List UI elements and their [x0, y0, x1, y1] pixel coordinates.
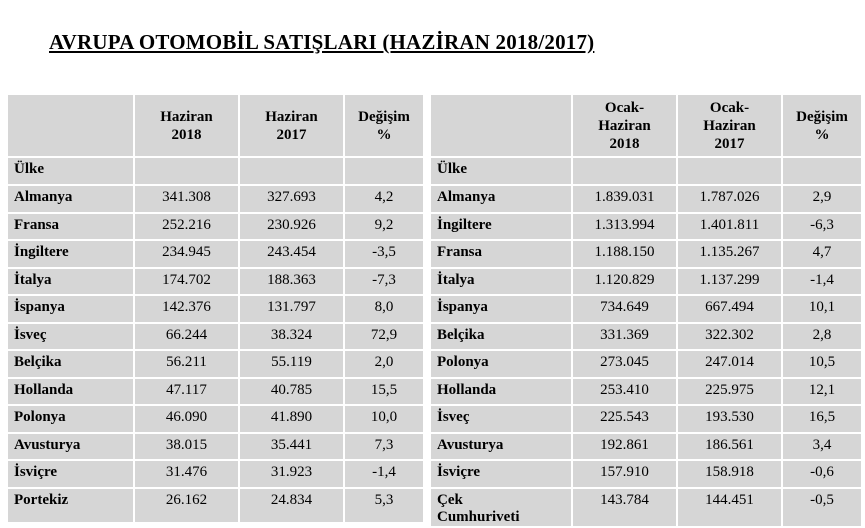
sales-current: 1.120.829	[573, 269, 676, 295]
country-name: İngiltere	[431, 214, 571, 240]
sales-previous: 667.494	[678, 296, 781, 322]
sales-previous: 188.363	[240, 269, 343, 295]
sales-current: 192.861	[573, 434, 676, 460]
table-row	[431, 406, 861, 432]
sales-previous: 327.693	[240, 186, 343, 212]
sales-current: 273.045	[573, 351, 676, 377]
sales-current: 234.945	[135, 241, 238, 267]
change-percent: 2,8	[783, 324, 861, 350]
sales-previous: 322.302	[678, 324, 781, 350]
change-percent: 10,5	[783, 351, 861, 377]
column-header: Değişim %	[345, 95, 423, 156]
column-header: Ocak- Haziran 2018	[573, 95, 676, 156]
table-row	[8, 489, 423, 522]
sales-previous: 144.451	[678, 489, 781, 526]
table-row	[431, 214, 861, 240]
sales-current: 46.090	[135, 406, 238, 432]
sales-previous: 31.923	[240, 461, 343, 487]
country-name: İsveç	[431, 406, 571, 432]
country-name: İngiltere	[8, 241, 133, 267]
table-row	[8, 434, 423, 460]
empty-cell	[345, 158, 423, 184]
sales-current: 174.702	[135, 269, 238, 295]
table-row	[8, 461, 423, 487]
country-name: Hollanda	[8, 379, 133, 405]
country-name: Fransa	[8, 214, 133, 240]
table-row	[431, 269, 861, 295]
sales-previous: 247.014	[678, 351, 781, 377]
sales-previous: 40.785	[240, 379, 343, 405]
table-row	[431, 379, 861, 405]
column-header: Değişim %	[783, 95, 861, 156]
country-name: İsviçre	[431, 461, 571, 487]
table-row	[431, 461, 861, 487]
country-name: Polonya	[8, 406, 133, 432]
table-row	[431, 296, 861, 322]
change-percent: 4,2	[345, 186, 423, 212]
sales-previous: 55.119	[240, 351, 343, 377]
country-name: Belçika	[8, 351, 133, 377]
sales-current: 1.839.031	[573, 186, 676, 212]
table-year-to-date	[429, 93, 863, 528]
change-percent: 15,5	[345, 379, 423, 405]
change-percent: 5,3	[345, 489, 423, 522]
change-percent: 4,7	[783, 241, 861, 267]
change-percent: 7,3	[345, 434, 423, 460]
sales-current: 252.216	[135, 214, 238, 240]
change-percent: 2,9	[783, 186, 861, 212]
change-percent: -0,5	[783, 489, 861, 526]
sales-previous: 1.135.267	[678, 241, 781, 267]
sales-current: 26.162	[135, 489, 238, 522]
sales-previous: 35.441	[240, 434, 343, 460]
country-name: İsveç	[8, 324, 133, 350]
sales-previous: 243.454	[240, 241, 343, 267]
table-row	[8, 214, 423, 240]
change-percent: 16,5	[783, 406, 861, 432]
sales-current: 47.117	[135, 379, 238, 405]
header-blank-cell	[8, 95, 133, 156]
sales-current: 157.910	[573, 461, 676, 487]
sales-previous: 225.975	[678, 379, 781, 405]
country-name: Avusturya	[431, 434, 571, 460]
sales-previous: 1.787.026	[678, 186, 781, 212]
sales-previous: 24.834	[240, 489, 343, 522]
table-row	[8, 379, 423, 405]
country-name: Fransa	[431, 241, 571, 267]
table-row	[8, 241, 423, 267]
empty-cell	[783, 158, 861, 184]
sales-current: 56.211	[135, 351, 238, 377]
sales-current: 331.369	[573, 324, 676, 350]
header-row	[431, 95, 861, 156]
page-title: AVRUPA OTOMOBİL SATIŞLARI (HAZİRAN 2018/2017)	[49, 30, 595, 54]
country-name: İspanya	[431, 296, 571, 322]
column-header: Haziran 2018	[135, 95, 238, 156]
table-row	[431, 324, 861, 350]
country-name: Hollanda	[431, 379, 571, 405]
header-blank-cell	[431, 95, 571, 156]
table-monthly	[6, 93, 425, 524]
sales-previous: 38.324	[240, 324, 343, 350]
table-row	[8, 269, 423, 295]
change-percent: 10,1	[783, 296, 861, 322]
change-percent: 8,0	[345, 296, 423, 322]
change-percent: 9,2	[345, 214, 423, 240]
sales-previous: 1.401.811	[678, 214, 781, 240]
country-name: İspanya	[8, 296, 133, 322]
table-row	[8, 296, 423, 322]
sales-current: 143.784	[573, 489, 676, 526]
sales-current: 38.015	[135, 434, 238, 460]
sales-previous: 186.561	[678, 434, 781, 460]
country-column-label: Ülke	[8, 158, 133, 184]
country-name: İsviçre	[8, 461, 133, 487]
country-name: Çek Cumhuriveti	[431, 489, 571, 526]
change-percent: -3,5	[345, 241, 423, 267]
country-name: İtalya	[8, 269, 133, 295]
country-name: İtalya	[431, 269, 571, 295]
table-row	[431, 241, 861, 267]
country-name: Avusturya	[8, 434, 133, 460]
table-row	[8, 351, 423, 377]
table-row	[431, 434, 861, 460]
change-percent: -0,6	[783, 461, 861, 487]
sales-current: 1.313.994	[573, 214, 676, 240]
empty-cell	[135, 158, 238, 184]
change-percent: -7,3	[345, 269, 423, 295]
sales-previous: 230.926	[240, 214, 343, 240]
empty-cell	[240, 158, 343, 184]
sales-previous: 41.890	[240, 406, 343, 432]
empty-cell	[573, 158, 676, 184]
sales-previous: 193.530	[678, 406, 781, 432]
country-name: Portekiz	[8, 489, 133, 522]
country-label-row	[8, 158, 423, 184]
table-row	[8, 406, 423, 432]
sales-previous: 1.137.299	[678, 269, 781, 295]
change-percent: 72,9	[345, 324, 423, 350]
country-name: Belçika	[431, 324, 571, 350]
sales-current: 341.308	[135, 186, 238, 212]
change-percent: 12,1	[783, 379, 861, 405]
change-percent: -1,4	[345, 461, 423, 487]
table-row	[431, 351, 861, 377]
sales-current: 734.649	[573, 296, 676, 322]
change-percent: 10,0	[345, 406, 423, 432]
change-percent: 3,4	[783, 434, 861, 460]
column-header: Ocak- Haziran 2017	[678, 95, 781, 156]
empty-cell	[678, 158, 781, 184]
country-name: Polonya	[431, 351, 571, 377]
table-row	[431, 489, 861, 526]
table-row	[8, 324, 423, 350]
sales-current: 142.376	[135, 296, 238, 322]
country-name: Almanya	[431, 186, 571, 212]
sales-current: 225.543	[573, 406, 676, 432]
sales-current: 31.476	[135, 461, 238, 487]
change-percent: -6,3	[783, 214, 861, 240]
country-name: Almanya	[8, 186, 133, 212]
change-percent: 2,0	[345, 351, 423, 377]
sales-current: 66.244	[135, 324, 238, 350]
sales-current: 253.410	[573, 379, 676, 405]
sales-current: 1.188.150	[573, 241, 676, 267]
country-label-row	[431, 158, 861, 184]
table-row	[431, 186, 861, 212]
change-percent: -1,4	[783, 269, 861, 295]
table-row	[8, 186, 423, 212]
country-column-label: Ülke	[431, 158, 571, 184]
column-header: Haziran 2017	[240, 95, 343, 156]
sales-previous: 131.797	[240, 296, 343, 322]
sales-previous: 158.918	[678, 461, 781, 487]
header-row	[8, 95, 423, 156]
